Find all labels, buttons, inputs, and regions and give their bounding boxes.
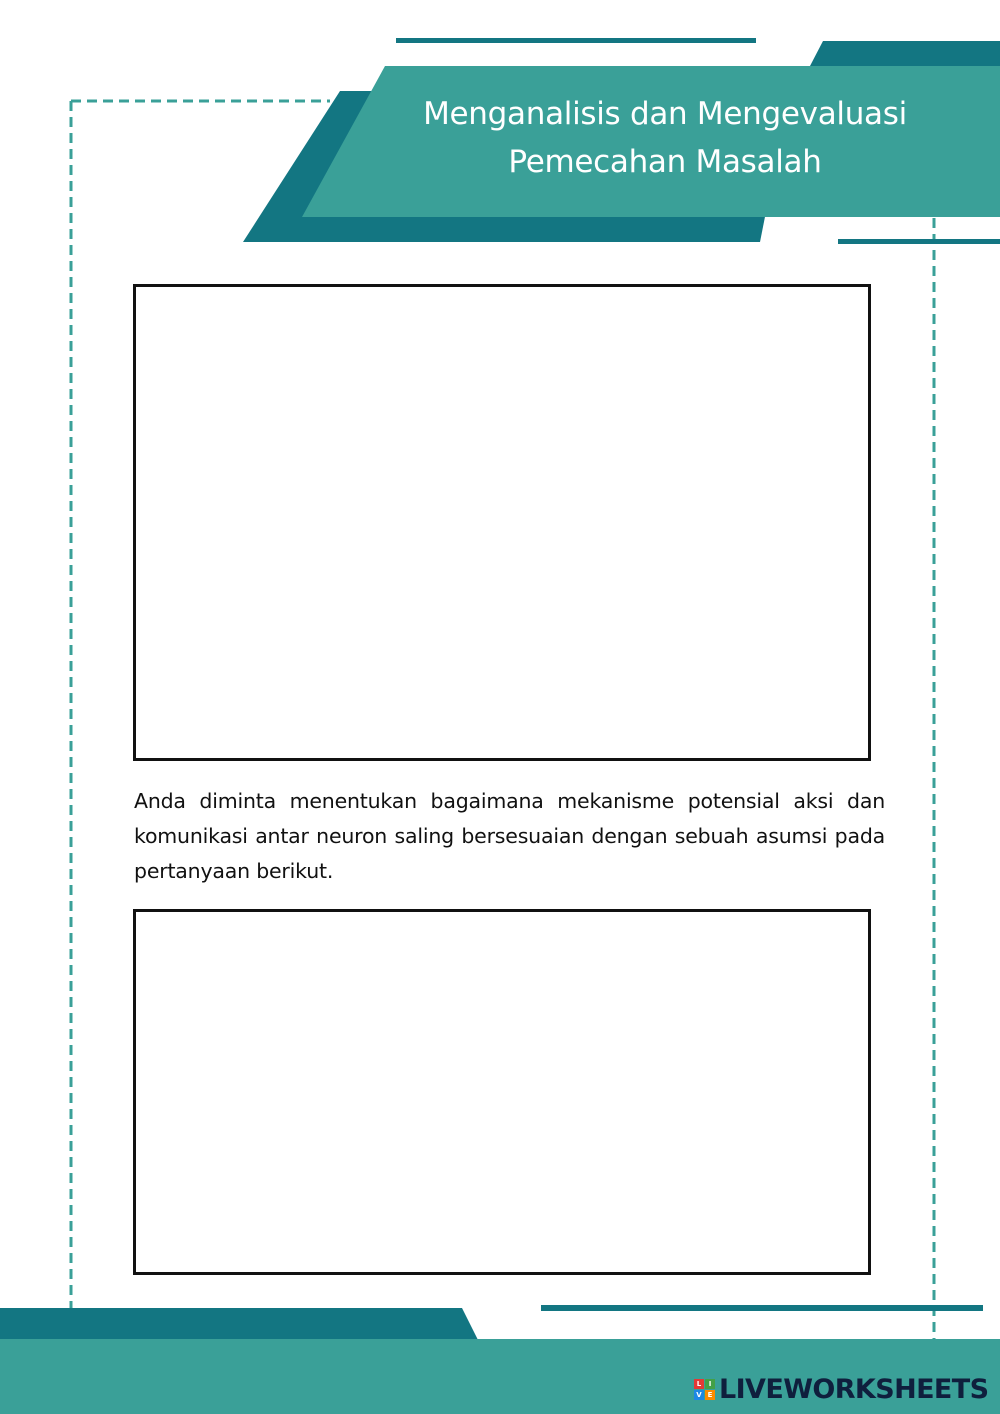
- header-top-right-band: [810, 41, 1000, 66]
- instruction-text: Anda diminta menentukan bagaimana mekanisme potensial aksi dan komunikasi antar neuron saling bersesuaian dengan sebuah asumsi pada pertanyaan berikut.: [134, 789, 885, 883]
- header-thin-line: [396, 38, 756, 43]
- liveworksheets-logo: [694, 1372, 988, 1406]
- footer-dark-band: [0, 1308, 478, 1340]
- answer-box-top[interactable]: [133, 284, 871, 761]
- logo-letter-l: L: [694, 1379, 704, 1389]
- logo-mark-icon: [694, 1379, 715, 1400]
- footer-thin-line: [541, 1305, 983, 1311]
- title-line-2: Pemecahan Masalah: [508, 144, 822, 180]
- page-title: [390, 90, 940, 186]
- header-right-line: [838, 239, 1000, 244]
- title-line-1: Menganalisis dan Mengevaluasi: [423, 96, 907, 132]
- logo-letter-i: I: [705, 1379, 715, 1389]
- answer-box-bottom[interactable]: [133, 909, 871, 1275]
- logo-letter-e: E: [705, 1390, 715, 1400]
- logo-letter-v: V: [694, 1390, 704, 1400]
- logo-text: LIVEWORKSHEETS: [719, 1373, 989, 1405]
